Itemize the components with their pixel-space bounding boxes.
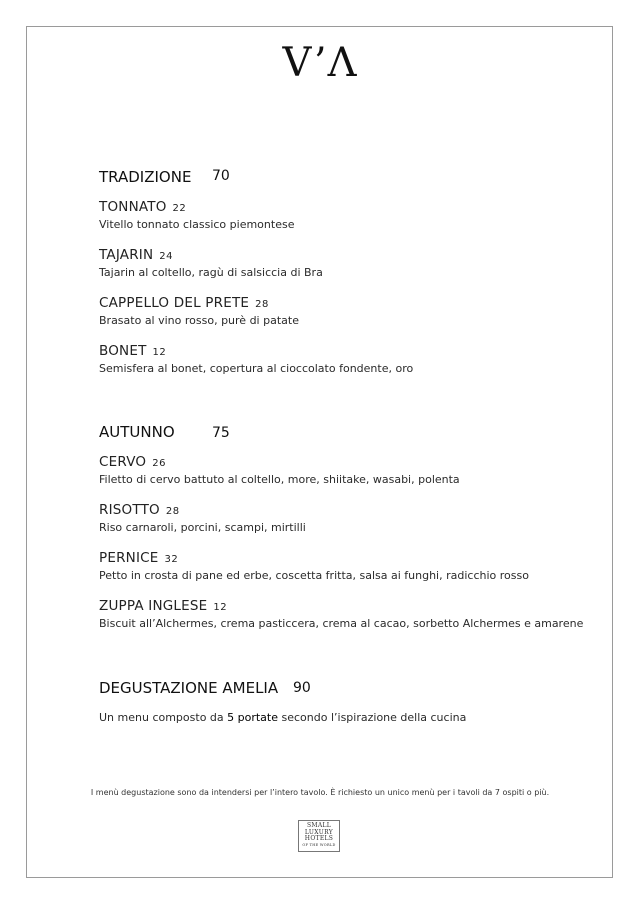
menu-border: [26, 26, 613, 878]
dish-cervo: [99, 454, 460, 486]
section-heading-degustazione: [99, 678, 311, 697]
badge-line: HOTELS: [304, 835, 334, 842]
badge-line: SMALL: [306, 822, 332, 829]
dish-description: Semisfera al bonet, copertura al cioccolato fondente, oro: [99, 362, 414, 375]
dish-name: CAPPELLO DEL PRETE: [99, 295, 250, 311]
restaurant-logo: V’Λ: [282, 40, 358, 86]
dish-name: RISOTTO: [99, 502, 160, 518]
description-text: Un menu composto da: [99, 711, 228, 724]
dish-name: BONET: [99, 343, 147, 359]
dish-name: PERNICE: [99, 550, 159, 566]
section-heading-tradizione: [99, 167, 230, 186]
dish-price: 22: [172, 203, 187, 214]
section-price: 75: [212, 425, 230, 441]
section-title: DEGUSTAZIONE AMELIA: [99, 679, 279, 697]
badge-line: OF THE WORLD: [302, 842, 336, 847]
dish-tajarin: [99, 247, 323, 279]
dish-description: Filetto di cervo battuto al coltello, more, shiitake, wasabi, polenta: [99, 473, 460, 486]
dish-name: TONNATO: [99, 199, 167, 215]
dish-description: Petto in crosta di pane ed erbe, coscetta fritta, salsa ai funghi, radicchio rosso: [99, 569, 529, 582]
dish-pernice: [99, 550, 529, 582]
dish-price: 24: [159, 251, 174, 262]
dish-price: 32: [164, 554, 179, 565]
dish-description: Brasato al vino rosso, purè di patate: [99, 314, 299, 327]
footnote: I menù degustazione sono da intendersi per l’intero tavolo. È richiesto un unico menù per i tavoli da 7 ospiti o più.: [90, 788, 550, 797]
dish-name: CERVO: [99, 454, 147, 470]
badge-line: LUXURY: [304, 828, 334, 836]
dish-zuppa-inglese: [99, 598, 583, 630]
section-price: 90: [293, 680, 311, 696]
dish-price: 26: [152, 458, 166, 469]
section-title: TRADIZIONE: [99, 168, 192, 186]
dish-description: Biscuit all’Alchermes, crema pasticcera, crema al cacao, sorbetto Alchermes e amarene: [99, 617, 584, 630]
dish-bonet: [99, 343, 413, 375]
section-price: 70: [212, 168, 230, 184]
dish-name: ZUPPA INGLESE: [99, 598, 208, 614]
dish-tonnato: [99, 199, 294, 231]
dish-risotto: [99, 502, 306, 534]
dish-cappello-del-prete: [99, 295, 299, 327]
small-luxury-hotels-logo: [298, 820, 340, 852]
courses-highlight: 5 portate: [227, 711, 279, 724]
dish-description: Tajarin al coltello, ragù di salsiccia di Bra: [99, 266, 323, 279]
section-title: AUTUNNO: [99, 423, 175, 441]
dish-price: 28: [255, 299, 269, 310]
dish-price: 12: [213, 602, 228, 613]
dish-name: TAJARIN: [99, 247, 154, 263]
section-heading-autunno: [99, 422, 230, 441]
description-text: secondo l’ispirazione della cucina: [278, 711, 467, 724]
dish-price: 12: [152, 347, 167, 358]
dish-description: Riso carnaroli, porcini, scampi, mirtilli: [99, 521, 306, 534]
degustazione-description: [99, 711, 466, 724]
dish-price: 28: [165, 506, 180, 517]
dish-description: Vitello tonnato classico piemontese: [99, 218, 295, 231]
